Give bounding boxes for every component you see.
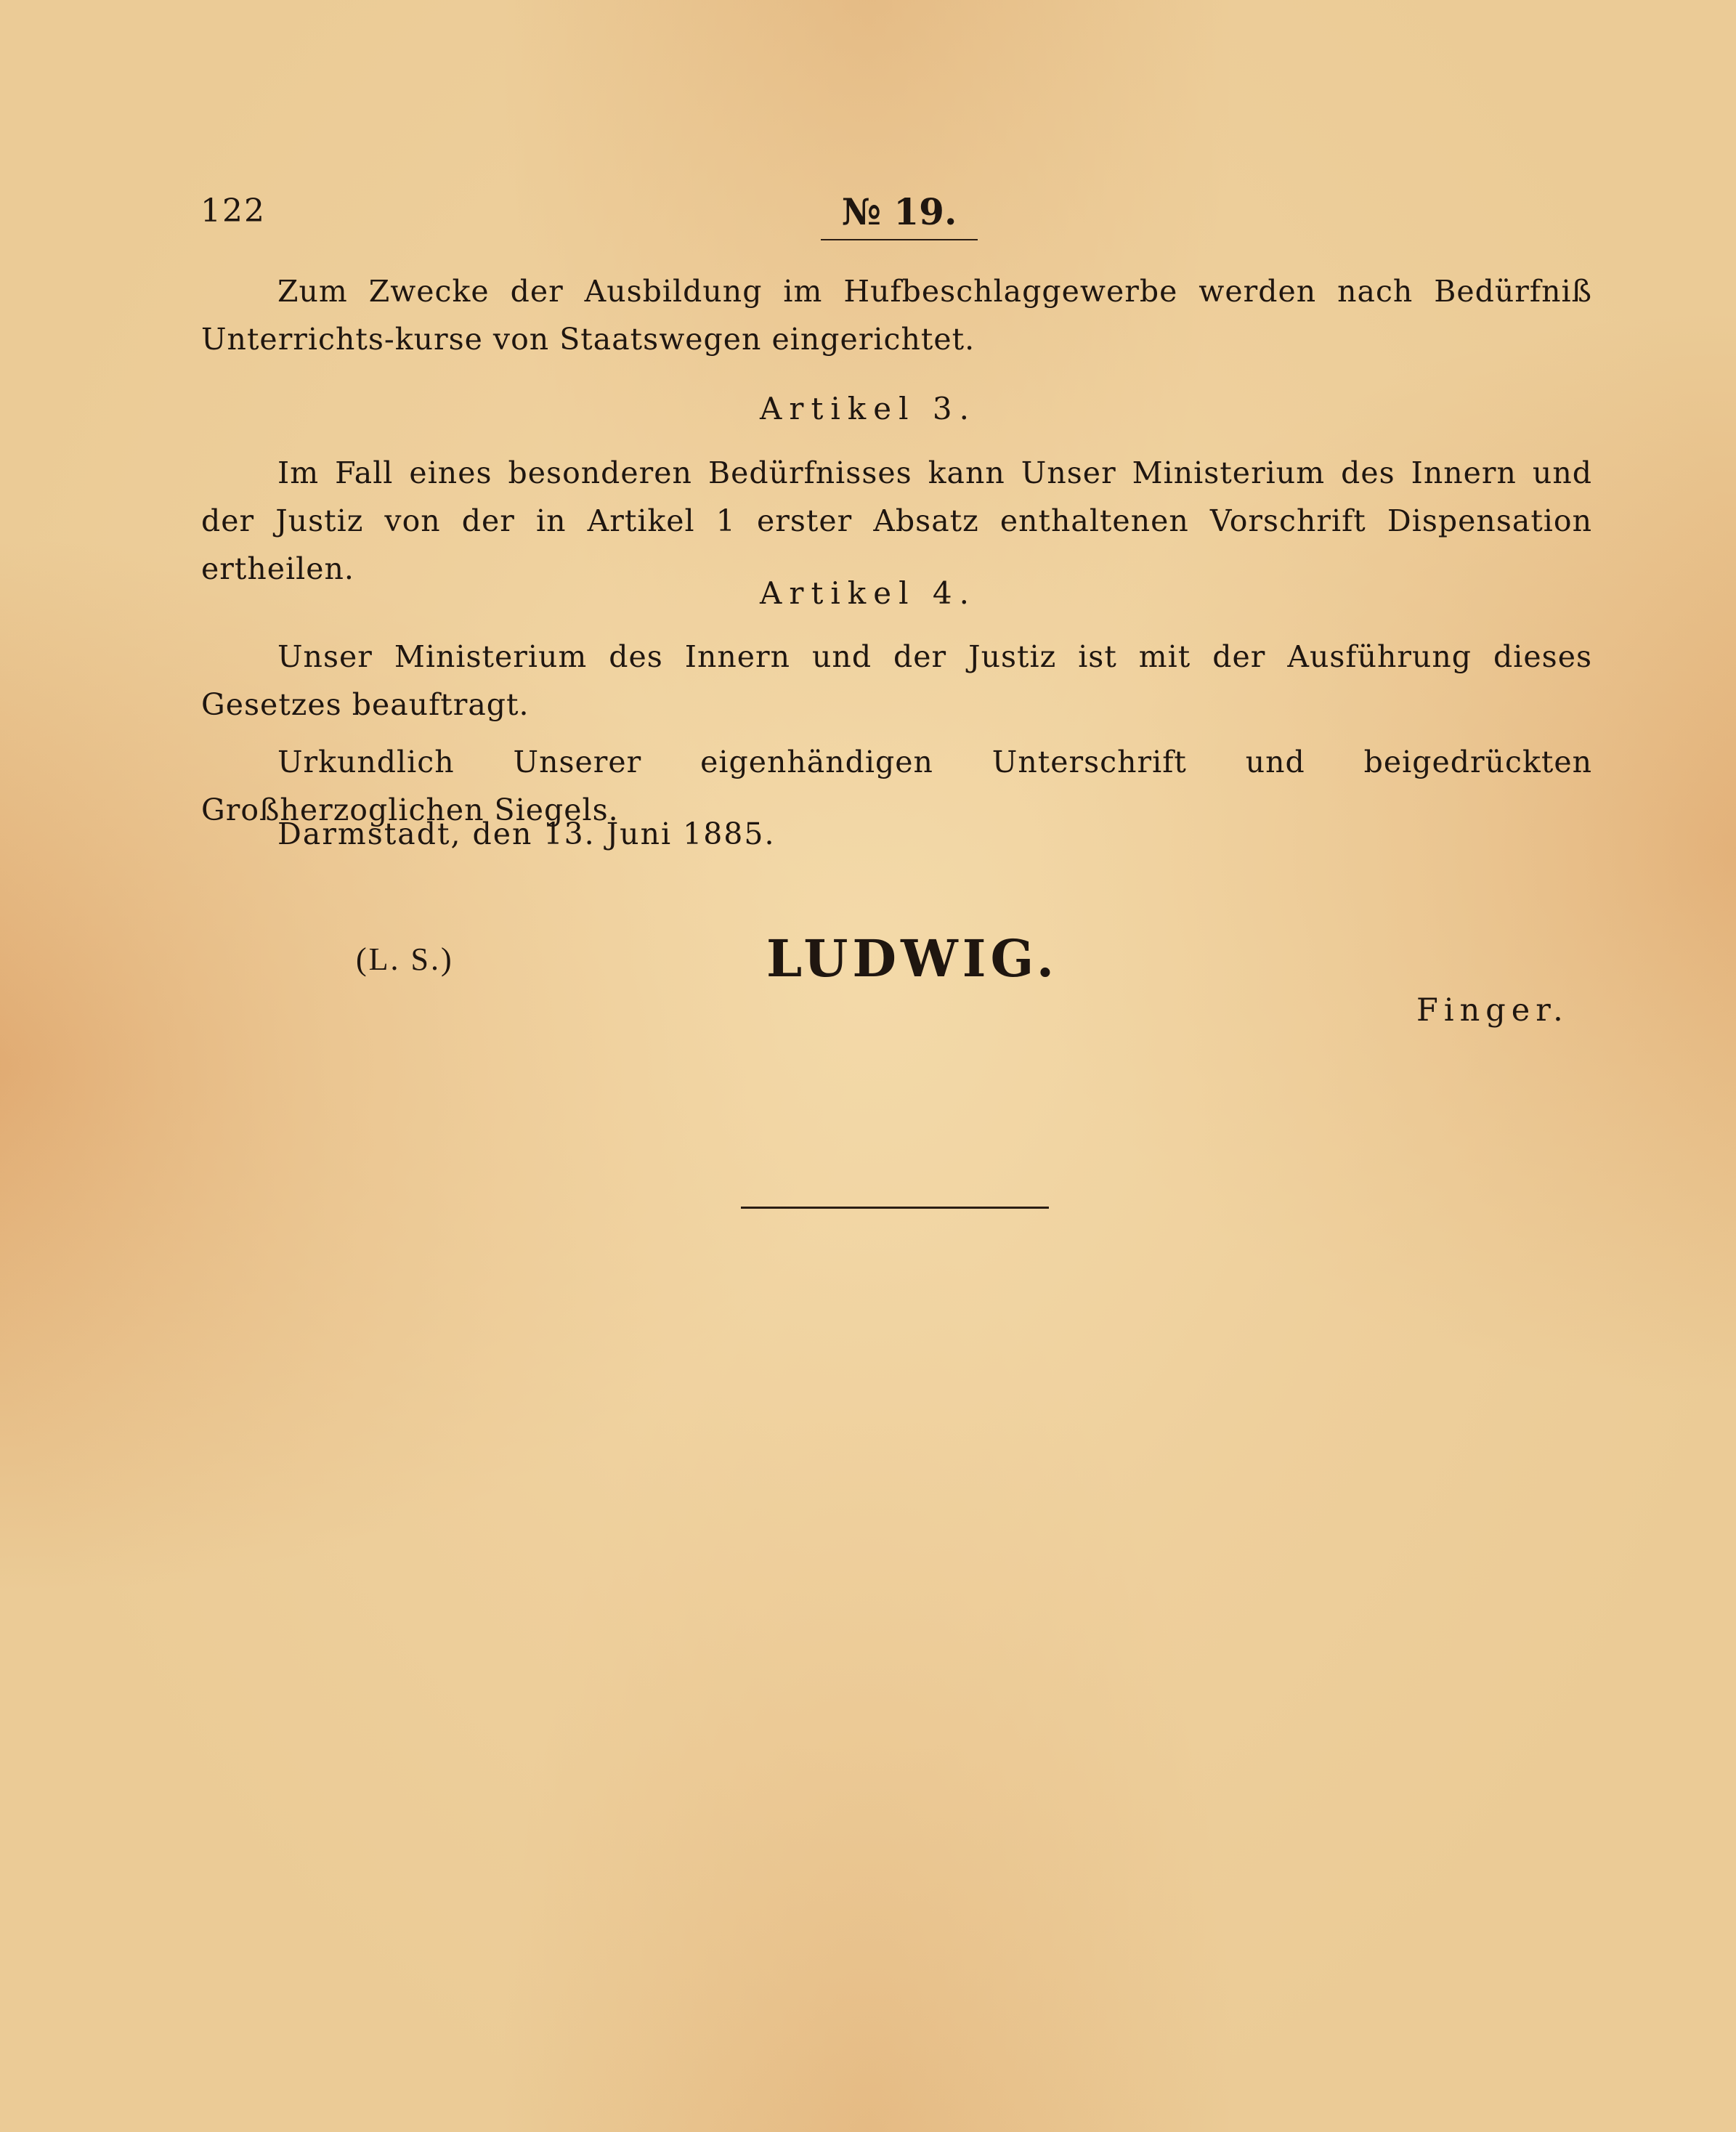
seal-mark: (L. S.) bbox=[356, 941, 454, 977]
article-4-heading: Artikel 4. bbox=[760, 575, 976, 611]
closing-formula: Urkundlich Unserer eigenhändigen Unterschrift und beigedrückten Großherzoglichen Siegels. bbox=[201, 745, 1592, 827]
sovereign-signature: LUDWIG. bbox=[766, 928, 1059, 989]
page-number: 122 bbox=[200, 192, 266, 230]
document-number: № 19. bbox=[841, 190, 957, 233]
place-and-date: Darmstadt, den 13. Juni 1885. bbox=[277, 816, 776, 851]
article-4-text: Unser Ministerium des Innern und der Justiz ist mit der Ausführung dieses Gesetzes beauftragt. bbox=[201, 639, 1592, 722]
document-number-underline bbox=[821, 239, 978, 240]
paragraph-training-courses: Zum Zwecke der Ausbildung im Hufbeschlaggewerbe werden nach Bedürfniß Unterrichts-kurse von Staatswegen eingerichtet. bbox=[201, 274, 1592, 357]
article-3-heading: Artikel 3. bbox=[760, 391, 976, 426]
article-3-text: Im Fall eines besonderen Bedürfnisses kann Unser Ministerium des Innern und der Justiz von der in Artikel 1 erster Absatz enthaltenen Vorschrift Dispensation ertheilen. bbox=[201, 455, 1592, 586]
end-rule bbox=[741, 1207, 1049, 1209]
countersignature: Finger. bbox=[1416, 992, 1569, 1029]
